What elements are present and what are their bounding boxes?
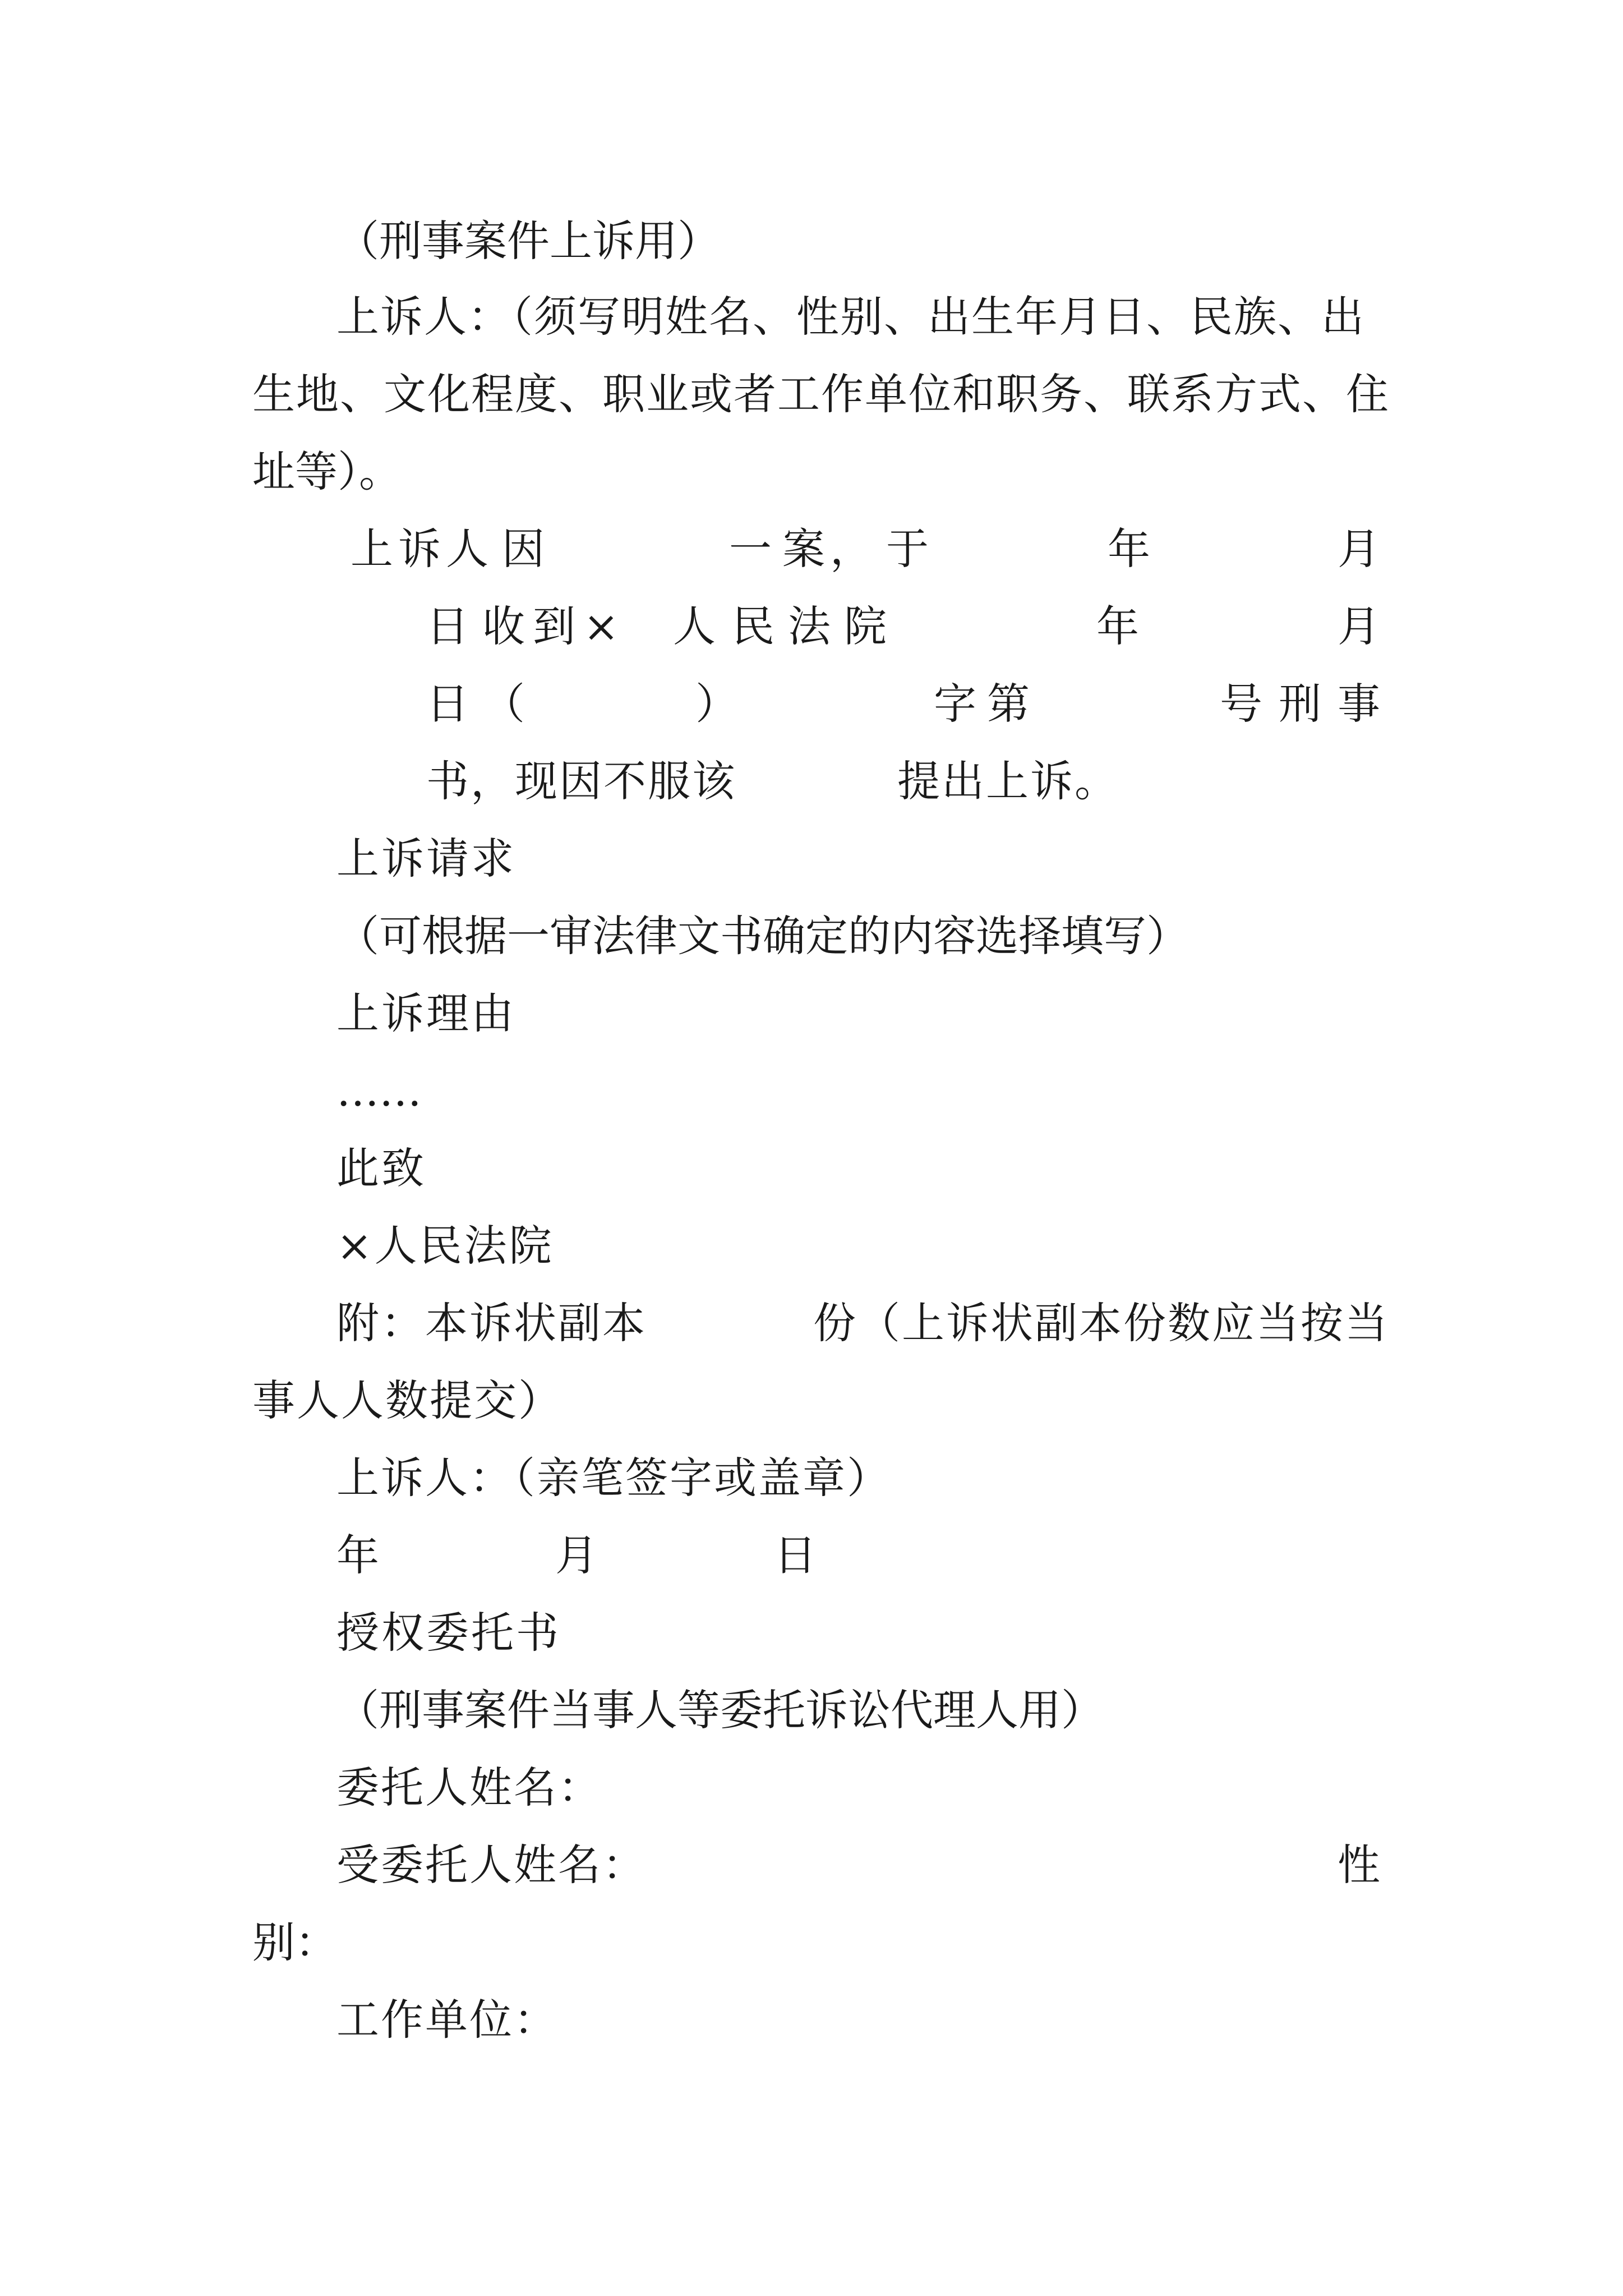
case-char: 年 — [1108, 524, 1150, 574]
case-char: 到 — [533, 601, 575, 651]
case-char: 第 — [987, 679, 1030, 729]
case-char: 月 — [1338, 601, 1380, 651]
case-char: 号 — [1220, 679, 1262, 729]
appeal-request-heading: 上诉请求 — [336, 834, 516, 884]
case-char: 法 — [788, 601, 831, 651]
closing-salutation: 此致 — [336, 1143, 426, 1193]
case-char: 人 — [673, 601, 716, 651]
case-char: 上 — [351, 524, 393, 574]
appellant-intro-line1: 上诉人：（须写明姓名、性别、出生年月日、民族、出 — [336, 292, 1365, 342]
appeal-subtitle: （刑事案件上诉用） — [336, 216, 720, 266]
case-char: 因 — [502, 524, 545, 574]
attachment-line1-start: 附：本诉状副本 — [336, 1298, 647, 1348]
principal-name-label: 委托人姓名： — [336, 1763, 602, 1812]
appeal-reason-heading: 上诉理由 — [336, 988, 516, 1038]
case-char: 日 — [426, 679, 469, 729]
case-char: ） — [695, 679, 738, 729]
date-year: 年 — [336, 1530, 379, 1580]
court-name: ×人民法院 — [336, 1221, 554, 1271]
case-sentence-row1 — [0, 521, 1623, 577]
case-char: 月 — [1338, 524, 1380, 574]
attachment-line1-end: 份（上诉状副本份数应当按当 — [813, 1298, 1389, 1348]
ellipsis: …… — [336, 1066, 422, 1116]
case-char: 事 — [1338, 679, 1380, 729]
appeal-request-note: （可根据一审法律文书确定的内容选择填写） — [336, 911, 1189, 961]
case-sentence-row4-end: 提出上诉。 — [897, 756, 1119, 806]
case-char: 刑 — [1279, 679, 1321, 729]
case-char: 一 — [729, 524, 772, 574]
case-char: 收 — [482, 601, 525, 651]
date-month: 月 — [555, 1530, 598, 1580]
case-sentence-row3 — [0, 676, 1623, 732]
case-char: 日 — [426, 601, 469, 651]
work-unit-label: 工作单位： — [336, 1995, 558, 2045]
case-char: 于 — [886, 524, 929, 574]
gender-label-start: 性 — [1338, 1840, 1380, 1890]
case-char: 诉 — [398, 524, 441, 574]
case-char: 民 — [732, 601, 774, 651]
case-char: × — [583, 601, 619, 651]
case-char: 字 — [934, 679, 976, 729]
case-char: 人 — [446, 524, 488, 574]
case-sentence-row2 — [0, 599, 1623, 655]
case-char: 案 — [782, 524, 825, 574]
case-char: ， — [830, 524, 873, 574]
attachment-line2: 事人人数提交） — [252, 1375, 562, 1425]
poa-subtitle: （刑事案件当事人等委托诉讼代理人用） — [336, 1685, 1104, 1735]
date-day: 日 — [774, 1530, 817, 1580]
agent-name-label: 受委托人姓名： — [336, 1840, 647, 1890]
case-char: 院 — [844, 601, 887, 651]
case-char: 年 — [1096, 601, 1139, 651]
appellant-intro-line3: 址等）。 — [252, 447, 402, 496]
poa-title: 授权委托书 — [336, 1608, 561, 1658]
appellant-intro-line2: 生地、文化程度、职业或者工作单位和职务、联系方式、住 — [252, 369, 1390, 419]
gender-label-end: 别： — [252, 1917, 338, 1967]
case-sentence-row4-start: 书，现因不服该 — [426, 756, 736, 806]
signature-line: 上诉人：（亲笔签字或盖章） — [336, 1453, 891, 1503]
case-char: （ — [482, 679, 525, 729]
